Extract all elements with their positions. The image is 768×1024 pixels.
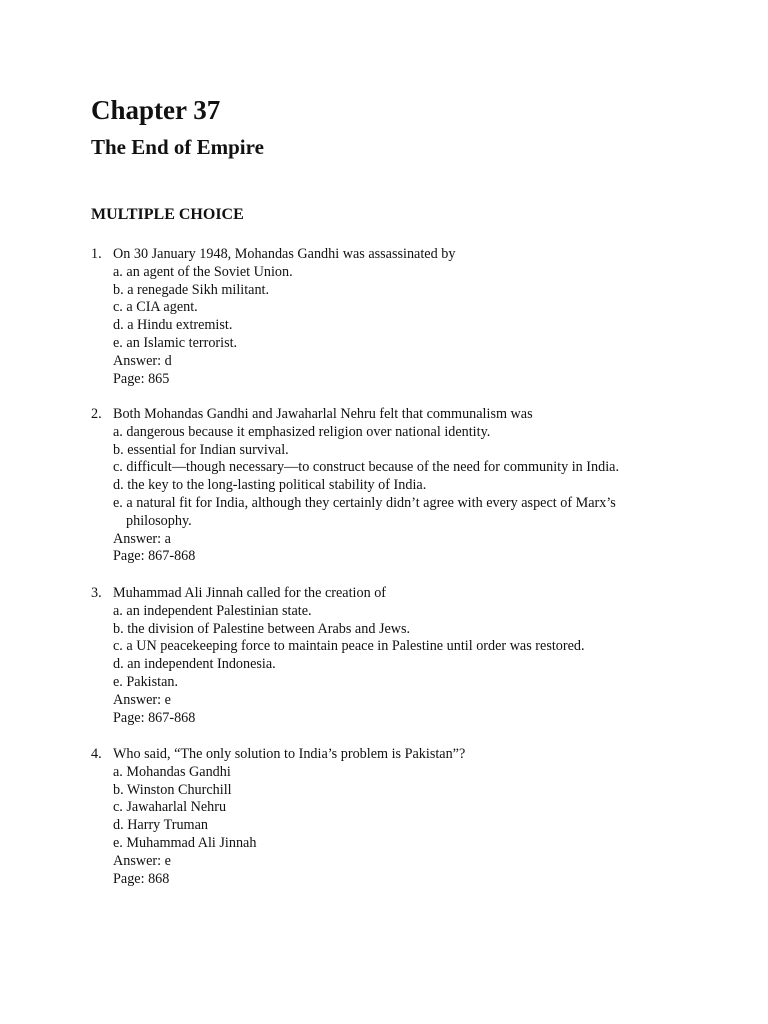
question-number: 1. [91,246,102,262]
option-b: b. essential for Indian survival. [113,441,289,458]
option-b: b. a renegade Sikh militant. [113,281,270,298]
answer-key: Answer: d [113,352,172,369]
option-e: e. an Islamic terrorist. [113,334,238,351]
question-stem: Who said, “The only solution to India’s problem is Pakistan”? [113,746,466,762]
answer-key: Answer: e [113,691,171,708]
page-reference: Page: 867-868 [113,709,196,726]
question-3 [91,585,711,727]
question-stem: On 30 January 1948, Mohandas Gandhi was assassinated by [113,246,456,262]
question-stem: Muhammad Ali Jinnah called for the creation of [113,585,387,601]
option-c: c. Jawaharlal Nehru [113,799,227,816]
option-a: a. dangerous because it emphasized religion over national identity. [113,423,491,440]
option-a: a. an independent Palestinian state. [113,602,312,619]
option-a: a. Mohandas Gandhi [113,763,231,780]
option-c: c. difficult—though necessary—to construct because of the need for community in India. [113,459,620,476]
question-number: 3. [91,585,102,601]
question-2 [91,406,711,566]
option-e: e. a natural fit for India, although they certainly didn’t agree with every aspect of Marx’s [113,494,616,511]
chapter-subtitle: The End of Empire [91,135,264,159]
chapter-title: Chapter 37 [91,95,221,125]
question-4 [91,746,711,888]
option-d: d. Harry Truman [113,817,208,834]
option-e-continuation: philosophy. [126,512,192,529]
option-c: c. a CIA agent. [113,299,198,316]
option-b: b. the division of Palestine between Arabs and Jews. [113,620,411,637]
page-reference: Page: 865 [113,370,170,387]
question-number: 4. [91,746,102,762]
section-heading: MULTIPLE CHOICE [91,206,244,223]
answer-key: Answer: a [113,530,171,547]
option-d: d. an independent Indonesia. [113,656,276,673]
option-e: e. Pakistan. [113,673,179,690]
option-b: b. Winston Churchill [113,781,232,798]
answer-key: Answer: e [113,852,171,869]
option-d: d. the key to the long-lasting political stability of India. [113,477,427,494]
question-number: 2. [91,406,102,422]
option-e: e. Muhammad Ali Jinnah [113,834,257,851]
page-reference: Page: 868 [113,870,170,887]
page-reference: Page: 867-868 [113,548,196,565]
option-c: c. a UN peacekeeping force to maintain peace in Palestine until order was restored. [113,638,585,655]
option-d: d. a Hindu extremist. [113,317,233,334]
question-1 [91,246,711,388]
option-a: a. an agent of the Soviet Union. [113,263,293,280]
question-stem: Both Mohandas Gandhi and Jawaharlal Nehru felt that communalism was [113,406,533,422]
